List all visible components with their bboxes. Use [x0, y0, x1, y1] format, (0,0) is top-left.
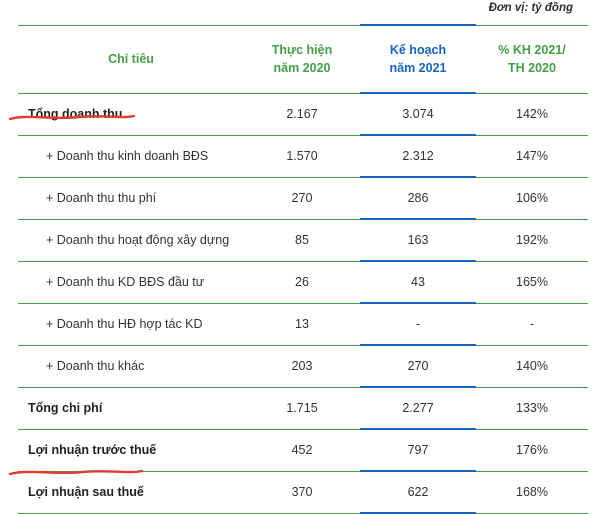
column-header-percent-line2: TH 2020 [508, 61, 556, 75]
table-row [18, 135, 588, 177]
cell-plan-2021: - [360, 303, 476, 345]
cell-actual-2020: 270 [244, 177, 360, 219]
cell-percent: 142% [476, 93, 588, 135]
column-header-percent [476, 25, 588, 93]
row-label: + Doanh thu kinh doanh BĐS [18, 135, 244, 177]
cell-plan-2021: 2.312 [360, 135, 476, 177]
cell-percent: 106% [476, 177, 588, 219]
column-header-label: Chỉ tiêu [18, 25, 244, 93]
unit-note: Đơn vị: tỷ đồng [488, 2, 573, 14]
cell-percent: 140% [476, 345, 588, 387]
table-row [18, 261, 588, 303]
table-row [18, 303, 588, 345]
cell-actual-2020: 13 [244, 303, 360, 345]
cell-plan-2021: 163 [360, 219, 476, 261]
table-header [18, 25, 588, 93]
cell-actual-2020: 2.167 [244, 93, 360, 135]
table-body [18, 93, 588, 513]
cell-percent: 192% [476, 219, 588, 261]
column-header-actual-line2: năm 2020 [273, 61, 331, 75]
row-label: + Doanh thu khác [18, 345, 244, 387]
cell-actual-2020: 85 [244, 219, 360, 261]
row-label: Lợi nhuận trước thuế [18, 429, 244, 471]
row-label: + Doanh thu thu phí [18, 177, 244, 219]
cell-plan-2021: 3.074 [360, 93, 476, 135]
column-header-percent-line1: % KH 2021/ [498, 42, 566, 57]
cell-percent: 168% [476, 471, 588, 513]
cell-plan-2021: 43 [360, 261, 476, 303]
table-row [18, 219, 588, 261]
cell-plan-2021: 270 [360, 345, 476, 387]
cell-percent: 147% [476, 135, 588, 177]
column-header-actual-line1: Thực hiện [271, 42, 333, 57]
financial-table [18, 24, 588, 514]
table-row [18, 471, 588, 513]
cell-actual-2020: 26 [244, 261, 360, 303]
column-header-plan-line1: Kế hoạch [389, 42, 447, 57]
table-row [18, 345, 588, 387]
cell-actual-2020: 1.570 [244, 135, 360, 177]
row-label: + Doanh thu hoạt động xây dựng [18, 219, 244, 261]
cell-plan-2021: 797 [360, 429, 476, 471]
cell-actual-2020: 452 [244, 429, 360, 471]
cell-percent: 165% [476, 261, 588, 303]
column-header-actual-2020 [244, 25, 360, 93]
cell-plan-2021: 622 [360, 471, 476, 513]
row-label: + Doanh thu HĐ hợp tác KD [18, 303, 244, 345]
cell-plan-2021: 286 [360, 177, 476, 219]
row-label: + Doanh thu KD BĐS đầu tư [18, 261, 244, 303]
row-label: Tổng doanh thu [18, 93, 244, 135]
table-row [18, 387, 588, 429]
cell-percent: 176% [476, 429, 588, 471]
cell-actual-2020: 203 [244, 345, 360, 387]
table-row [18, 93, 588, 135]
column-header-plan-line2: năm 2021 [389, 61, 447, 75]
cell-plan-2021: 2.277 [360, 387, 476, 429]
cell-actual-2020: 1.715 [244, 387, 360, 429]
cell-percent: - [476, 303, 588, 345]
row-label: Tổng chi phí [18, 387, 244, 429]
cell-actual-2020: 370 [244, 471, 360, 513]
table-row [18, 177, 588, 219]
column-header-plan-2021 [360, 25, 476, 93]
cell-percent: 133% [476, 387, 588, 429]
table-row [18, 429, 588, 471]
row-label: Lợi nhuận sau thuế [18, 471, 244, 513]
